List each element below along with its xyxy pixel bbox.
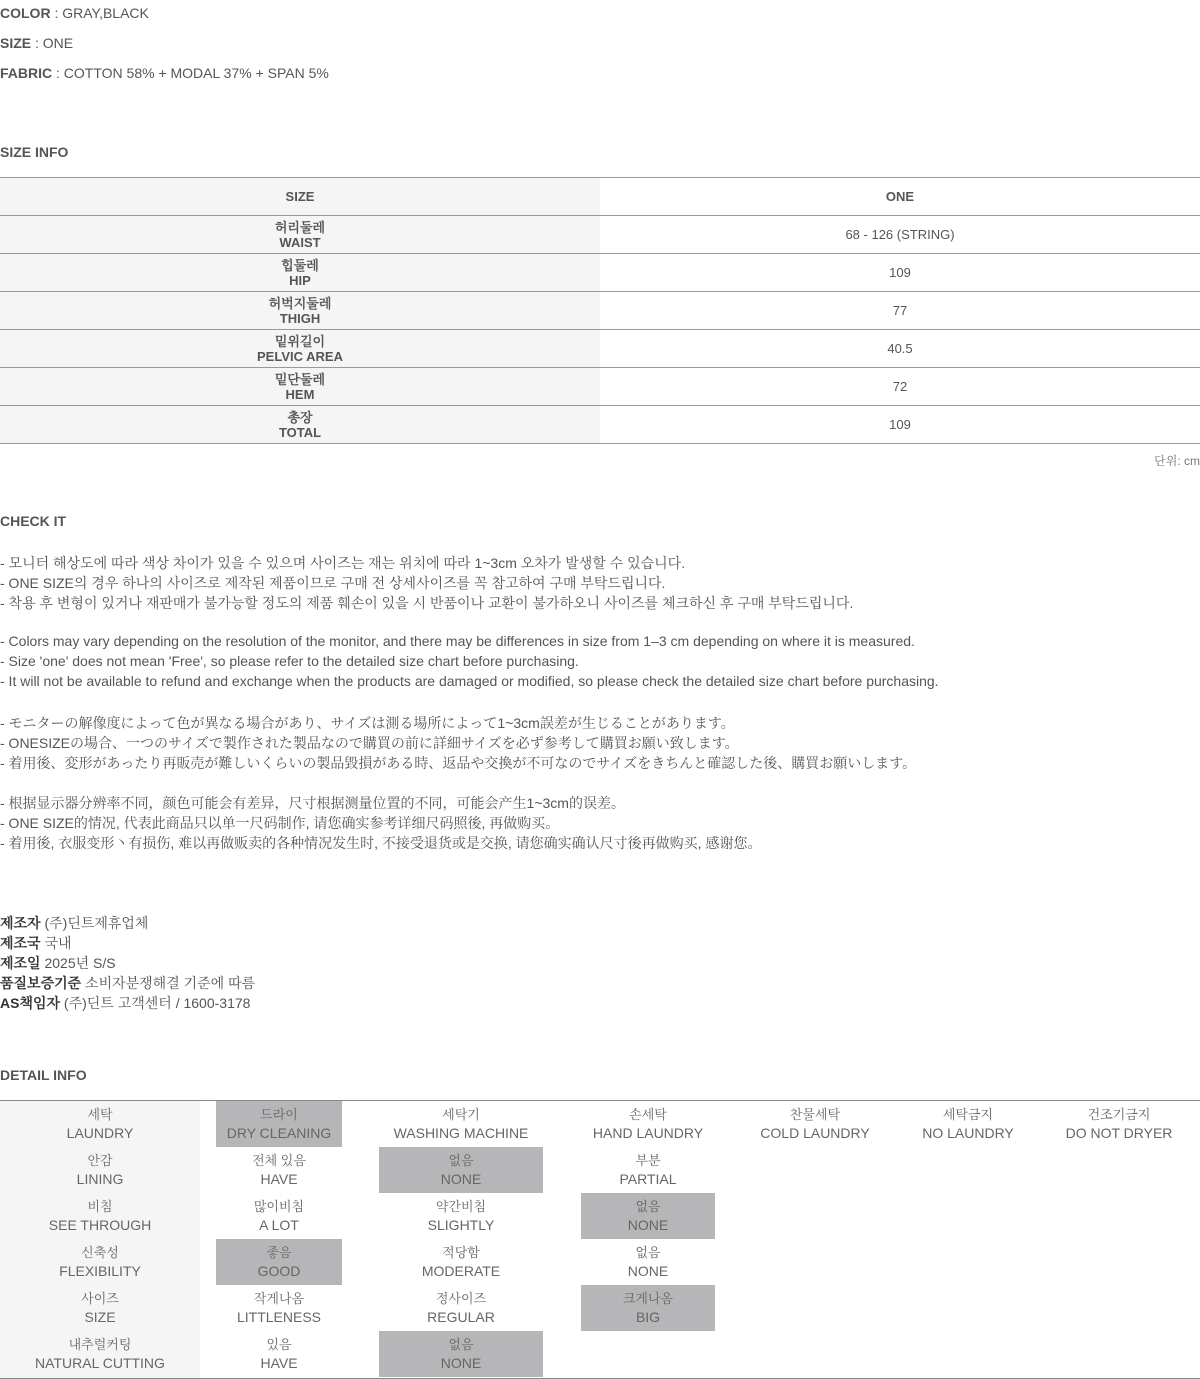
detail-text-ko: 비침	[87, 1199, 113, 1214]
detail-text-ko: 없음	[448, 1337, 474, 1352]
detail-row-label	[0, 1331, 200, 1377]
measure-label-ko: 허리둘레	[274, 219, 326, 235]
detail-text-ko: 사이즈	[81, 1291, 119, 1306]
detail-text-en: SEE THROUGH	[48, 1217, 152, 1233]
spec-color	[0, 5, 149, 21]
detail-option	[216, 1193, 342, 1239]
detail-text-ko: 적당함	[442, 1245, 480, 1260]
detail-text-en: BIG	[635, 1309, 661, 1325]
detail-text-en: NO LAUNDRY	[922, 1125, 1014, 1141]
measure-label-en: WAIST	[279, 234, 321, 250]
check-line: - 착용 후 변형이 있거나 재판매가 불가능할 정도의 제품 훼손이 있을 시 반품이나 교환이 불가하오니 사이즈를 체크하신 후 구매 부탁드립니다.	[0, 595, 854, 611]
detail-text-ko: 건조기금지	[1087, 1107, 1151, 1122]
detail-option	[581, 1239, 715, 1285]
detail-text-ko: 부분	[635, 1153, 661, 1168]
detail-row-label	[0, 1193, 200, 1239]
measure-label-ko: 총장	[287, 409, 313, 425]
detail-option-selected	[379, 1331, 543, 1377]
detail-text-en: LITTLENESS	[236, 1309, 322, 1325]
measure-label	[0, 292, 600, 329]
detail-text-ko: 전체 있음	[252, 1153, 306, 1168]
measure-label	[0, 406, 600, 443]
unit-note: 단위: cm	[1154, 454, 1200, 468]
detail-text-en: REGULAR	[427, 1309, 495, 1325]
maker-value: 2025년 S/S	[40, 955, 116, 971]
maker-label: 품질보증기준	[0, 975, 82, 991]
detail-option	[216, 1147, 342, 1193]
measure-label-en: HIP	[289, 272, 311, 288]
detail-text-en: MODERATE	[421, 1263, 501, 1279]
detail-row-label	[0, 1239, 200, 1285]
detail-option-selected	[581, 1193, 715, 1239]
check-line: - ONE SIZE的情况, 代表此商品只以单一尺码制作, 请您确实参考详细尺码照後, 再做购买。	[0, 815, 560, 831]
detail-info-title: DETAIL INFO	[0, 1067, 87, 1083]
detail-text-en: NONE	[627, 1217, 669, 1233]
detail-text-ko: 없음	[635, 1199, 661, 1214]
table-row	[0, 330, 1200, 368]
spec-value: : ONE	[31, 35, 74, 51]
maker-label: 제조일	[0, 955, 41, 971]
maker-label: 제조자	[0, 915, 41, 931]
maker-value: (주)딘트제휴업체	[40, 915, 149, 931]
detail-text-en: FLEXIBILITY	[59, 1263, 141, 1279]
detail-row-label	[0, 1101, 200, 1147]
size-header-value: ONE	[885, 189, 915, 204]
detail-text-en: DRY CLEANING	[226, 1125, 332, 1141]
detail-option	[379, 1101, 543, 1147]
measure-label-en: THIGH	[279, 310, 321, 326]
measure-value: 40.5	[887, 341, 913, 356]
spec-value: : GRAY,BLACK	[50, 5, 149, 21]
detail-option	[1044, 1101, 1194, 1147]
check-line: - モニターの解像度によって色が異なる場合があり、サイズは測る場所によって1~3cm誤差が生じることがあります。	[0, 715, 735, 731]
table-row	[0, 216, 1200, 254]
detail-text-en: PARTIAL	[619, 1171, 677, 1187]
detail-text-ko: 찬물세탁	[789, 1107, 841, 1122]
detail-text-ko: 없음	[448, 1153, 474, 1168]
maker-line	[0, 973, 255, 993]
detail-text-en: HAVE	[260, 1171, 298, 1187]
detail-text-en: NATURAL CUTTING	[35, 1355, 165, 1371]
maker-value: 소비자분쟁해결 기준에 따름	[81, 975, 256, 991]
check-line: - 着用後、変形があったり再販売が難しいくらいの製品毀損がある時、返品や交換が不可なのでサイズをきちんと確認した後、購買お願いします。	[0, 755, 917, 771]
spec-label: FABRIC	[0, 65, 53, 81]
detail-text-ko: 좋음	[266, 1245, 292, 1260]
check-it-title: CHECK IT	[0, 513, 67, 529]
detail-text-ko: 작게나옴	[253, 1291, 305, 1306]
measure-label	[0, 368, 600, 405]
detail-text-ko: 없음	[635, 1245, 661, 1260]
check-line: - Size 'one' does not mean 'Free', so please refer to the detailed size chart before purchasing.	[0, 653, 579, 669]
table-row	[0, 254, 1200, 292]
detail-text-ko: 세탁	[87, 1107, 113, 1122]
detail-text-en: GOOD	[257, 1263, 301, 1279]
maker-value: (주)딘트 고객센터 / 1600-3178	[60, 995, 251, 1011]
detail-option	[581, 1101, 715, 1147]
detail-text-en: HAND LAUNDRY	[592, 1125, 704, 1141]
table-row	[0, 368, 1200, 406]
detail-option	[379, 1193, 543, 1239]
measure-label	[0, 254, 600, 291]
detail-text-en: NONE	[440, 1355, 482, 1371]
maker-line	[0, 993, 250, 1013]
detail-option	[898, 1101, 1038, 1147]
spec-value: : COTTON 58% + MODAL 37% + SPAN 5%	[52, 65, 329, 81]
detail-text-en: WASHING MACHINE	[393, 1125, 529, 1141]
measure-label	[0, 330, 600, 367]
table-row	[0, 406, 1200, 444]
detail-option	[379, 1285, 543, 1331]
check-line: - ONE SIZE의 경우 하나의 사이즈로 제작된 제품이므로 구매 전 상세사이즈를 꼭 참고하여 구매 부탁드립니다.	[0, 575, 666, 591]
detail-text-ko: 크게나옴	[622, 1291, 674, 1306]
detail-row-label	[0, 1147, 200, 1193]
size-table-header	[0, 178, 1200, 216]
measure-value: 77	[892, 303, 908, 318]
measure-value: 109	[889, 417, 911, 432]
detail-option-selected	[379, 1147, 543, 1193]
measure-value: 72	[892, 379, 908, 394]
detail-text-ko: 드라이	[260, 1107, 298, 1122]
size-header-label: SIZE	[0, 178, 600, 215]
detail-text-ko: 정사이즈	[435, 1291, 487, 1306]
spec-fabric	[0, 65, 329, 81]
detail-text-ko: 세탁기	[442, 1107, 480, 1122]
detail-text-en: NONE	[440, 1171, 482, 1187]
maker-line	[0, 913, 148, 933]
detail-text-ko: 많이비침	[253, 1199, 305, 1214]
spec-label: SIZE	[0, 35, 32, 51]
spec-label: COLOR	[0, 5, 51, 21]
maker-label: 제조국	[0, 935, 41, 951]
detail-text-en: LAUNDRY	[66, 1125, 134, 1141]
detail-text-ko: 약간비침	[435, 1199, 487, 1214]
maker-line	[0, 953, 116, 973]
measure-value: 109	[889, 265, 911, 280]
maker-line	[0, 933, 72, 953]
measure-label	[0, 216, 600, 253]
measure-label-en: HEM	[285, 386, 315, 402]
check-line: - 모니터 해상도에 따라 색상 차이가 있을 수 있으며 사이즈는 재는 위치에 따라 1~3cm 오차가 발생할 수 있습니다.	[0, 555, 686, 571]
size-table	[0, 177, 1200, 444]
measure-value: 68 - 126 (STRING)	[845, 227, 955, 242]
detail-option	[581, 1147, 715, 1193]
detail-option	[216, 1331, 342, 1377]
detail-table	[0, 1100, 1200, 1379]
check-line: - 着用後, 衣服变形丶有损伤, 难以再做贩卖的各种情况发生时, 不接受退货或是交换, 请您确实确认尺寸後再做购买, 感谢您。	[0, 835, 762, 851]
maker-label: AS책임자	[0, 995, 61, 1011]
detail-option	[379, 1239, 543, 1285]
detail-option-selected	[581, 1285, 715, 1331]
detail-option	[216, 1285, 342, 1331]
measure-label-ko: 힙둘레	[281, 257, 319, 273]
detail-text-ko: 세탁금지	[942, 1107, 994, 1122]
check-line: - It will not be available to refund and exchange when the products are damaged or modified, so please check the detailed size chart before purchasing.	[0, 673, 939, 689]
detail-text-en: HAVE	[260, 1355, 298, 1371]
detail-text-en: DO NOT DRYER	[1065, 1125, 1173, 1141]
detail-option-selected	[216, 1239, 342, 1285]
measure-label-ko: 밑위길이	[274, 333, 326, 349]
detail-text-en: SLIGHTLY	[427, 1217, 495, 1233]
detail-option-selected	[216, 1101, 342, 1147]
detail-text-ko: 손세탁	[629, 1107, 667, 1122]
spec-size	[0, 35, 73, 51]
detail-option	[745, 1101, 885, 1147]
detail-text-ko: 있음	[266, 1337, 292, 1352]
measure-label-en: TOTAL	[278, 424, 322, 440]
detail-text-en: SIZE	[84, 1309, 116, 1325]
detail-text-en: NONE	[627, 1263, 669, 1279]
measure-label-en: PELVIC AREA	[257, 348, 343, 364]
table-row	[0, 292, 1200, 330]
size-info-title: SIZE INFO	[0, 144, 69, 160]
maker-value: 국내	[40, 935, 72, 951]
detail-text-en: COLD LAUNDRY	[760, 1125, 870, 1141]
detail-text-ko: 내추럴커팅	[68, 1337, 132, 1352]
detail-text-ko: 신축성	[81, 1245, 119, 1260]
detail-text-ko: 안감	[87, 1153, 113, 1168]
check-line: - Colors may vary depending on the resolution of the monitor, and there may be differences in size from 1–3 cm depending on where it is measured.	[0, 633, 915, 649]
check-line: - ONESIZEの場合、一つのサイズで製作された製品なので購買の前に詳細サイズを必ず参考して購買お願い致します。	[0, 735, 739, 751]
detail-row-label	[0, 1285, 200, 1331]
measure-label-ko: 밑단둘레	[274, 371, 326, 387]
detail-text-en: A LOT	[259, 1217, 299, 1233]
measure-label-ko: 허벅지둘레	[268, 295, 332, 311]
detail-text-en: LINING	[76, 1171, 124, 1187]
check-line: - 根据显示器分辨率不同，颜色可能会有差异，尺寸根据测量位置的不同，可能会产生1~3cm的误差。	[0, 795, 625, 811]
